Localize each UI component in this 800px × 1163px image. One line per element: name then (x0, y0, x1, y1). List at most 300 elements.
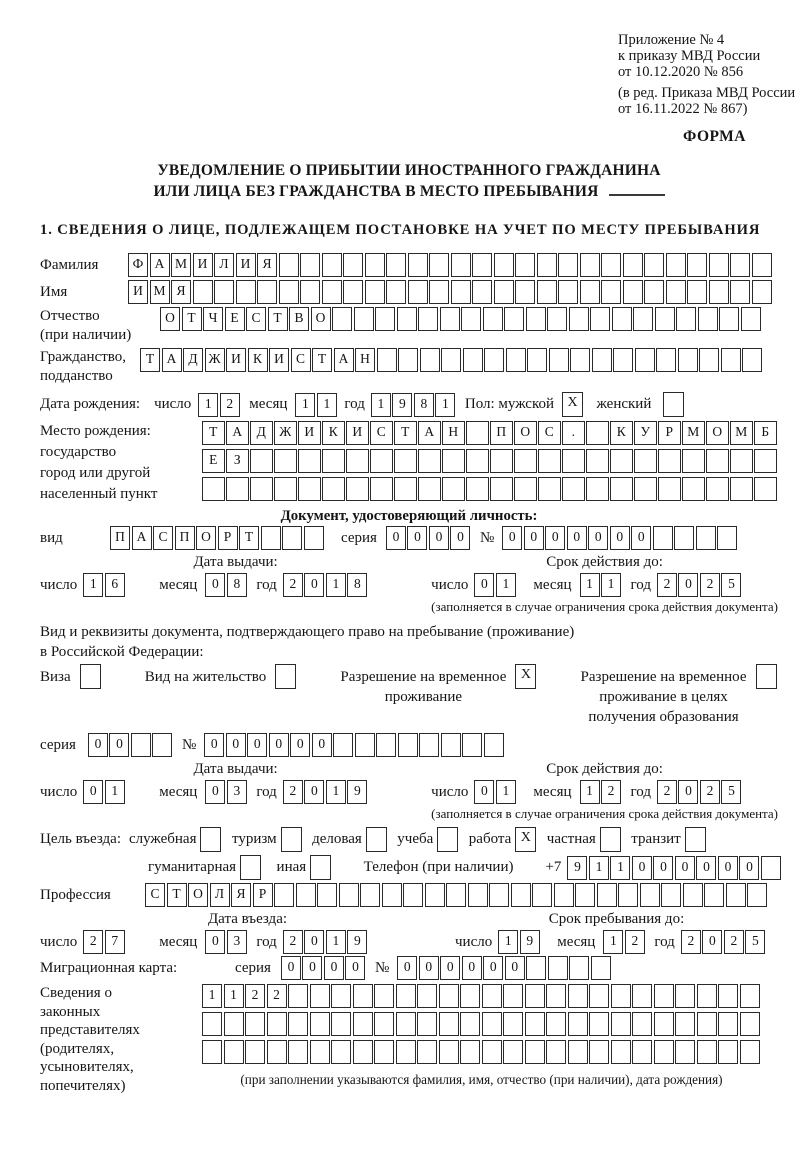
form-cell[interactable]: 2 (220, 393, 240, 417)
form-cell[interactable]: 2 (700, 573, 720, 597)
form-cell[interactable]: 1 (326, 930, 346, 954)
form-cell[interactable] (394, 477, 417, 501)
form-cell[interactable] (370, 477, 393, 501)
form-cell[interactable] (360, 883, 380, 907)
form-cell[interactable] (612, 307, 632, 331)
form-cell[interactable]: 1 (496, 780, 516, 804)
form-cell[interactable]: 0 (247, 733, 267, 757)
form-cell[interactable] (439, 984, 459, 1008)
form-cell[interactable]: 0 (304, 930, 324, 954)
form-cell[interactable] (288, 1040, 308, 1064)
form-cell[interactable] (429, 280, 449, 304)
form-cell[interactable] (644, 280, 664, 304)
form-cell[interactable] (589, 984, 609, 1008)
form-cell[interactable] (562, 477, 585, 501)
form-cell[interactable] (382, 883, 402, 907)
form-cell[interactable]: Т (394, 421, 417, 445)
form-cell[interactable] (623, 253, 643, 277)
form-cell[interactable] (236, 280, 256, 304)
form-cell[interactable]: 6 (105, 573, 125, 597)
form-cell[interactable] (525, 1040, 545, 1064)
form-cell[interactable]: 0 (474, 780, 494, 804)
form-cell[interactable]: 0 (696, 856, 716, 880)
form-cell[interactable] (484, 733, 504, 757)
form-cell[interactable] (525, 1012, 545, 1036)
form-cell[interactable] (226, 477, 249, 501)
form-cell[interactable]: О (160, 307, 180, 331)
form-cell[interactable] (687, 280, 707, 304)
form-cell[interactable]: 0 (302, 956, 322, 980)
form-cell[interactable] (214, 280, 234, 304)
form-cell[interactable] (666, 253, 686, 277)
form-cell[interactable]: Ф (128, 253, 148, 277)
form-cell[interactable]: 1 (603, 930, 623, 954)
form-cell[interactable]: С (145, 883, 165, 907)
form-cell[interactable] (80, 664, 101, 689)
form-cell[interactable] (418, 477, 441, 501)
form-cell[interactable] (355, 733, 375, 757)
form-cell[interactable]: Т (182, 307, 202, 331)
form-cell[interactable] (460, 1012, 480, 1036)
form-cell[interactable]: Т (167, 883, 187, 907)
form-cell[interactable] (721, 348, 741, 372)
form-cell[interactable] (346, 477, 369, 501)
form-cell[interactable]: . (562, 421, 585, 445)
form-cell[interactable] (463, 348, 483, 372)
form-cell[interactable]: 1 (580, 573, 600, 597)
form-cell[interactable]: П (110, 526, 130, 550)
form-cell[interactable] (656, 348, 676, 372)
form-cell[interactable]: 2 (657, 780, 677, 804)
form-cell[interactable]: 0 (675, 856, 695, 880)
form-cell[interactable] (666, 280, 686, 304)
form-cell[interactable] (317, 883, 337, 907)
form-cell[interactable] (250, 477, 273, 501)
form-cell[interactable]: 1 (589, 856, 609, 880)
form-cell[interactable]: П (175, 526, 195, 550)
form-cell[interactable] (439, 1040, 459, 1064)
form-cell[interactable] (429, 253, 449, 277)
form-cell[interactable]: 8 (414, 393, 434, 417)
form-cell[interactable] (343, 253, 363, 277)
form-cell[interactable] (706, 449, 729, 473)
form-cell[interactable] (611, 1012, 631, 1036)
form-cell[interactable] (740, 1040, 760, 1064)
form-cell[interactable] (568, 984, 588, 1008)
form-cell[interactable] (526, 956, 546, 980)
form-cell[interactable] (591, 956, 611, 980)
form-cell[interactable] (386, 280, 406, 304)
form-cell[interactable] (440, 307, 460, 331)
form-cell[interactable] (398, 348, 418, 372)
form-cell[interactable]: 1 (224, 984, 244, 1008)
form-cell[interactable] (441, 733, 461, 757)
form-cell[interactable] (193, 280, 213, 304)
form-cell[interactable] (654, 984, 674, 1008)
form-cell[interactable] (333, 733, 353, 757)
form-cell[interactable] (245, 1040, 265, 1064)
form-cell[interactable]: А (226, 421, 249, 445)
form-cell[interactable] (697, 1040, 717, 1064)
form-cell[interactable] (569, 307, 589, 331)
form-cell[interactable] (515, 253, 535, 277)
form-cell[interactable] (514, 477, 537, 501)
form-cell[interactable] (386, 253, 406, 277)
form-cell[interactable] (298, 477, 321, 501)
form-cell[interactable]: И (269, 348, 289, 372)
form-cell[interactable]: 0 (588, 526, 608, 550)
form-cell[interactable]: 1 (601, 573, 621, 597)
form-cell[interactable] (634, 477, 657, 501)
form-cell[interactable]: 0 (678, 573, 698, 597)
form-cell[interactable] (740, 984, 760, 1008)
form-cell[interactable]: 1 (435, 393, 455, 417)
form-cell[interactable] (558, 280, 578, 304)
form-cell[interactable]: 0 (502, 526, 522, 550)
form-cell[interactable] (674, 526, 694, 550)
form-cell[interactable]: А (418, 421, 441, 445)
form-cell[interactable]: 1 (498, 930, 518, 954)
form-cell[interactable] (310, 1012, 330, 1036)
form-cell[interactable] (419, 733, 439, 757)
form-cell[interactable]: М (682, 421, 705, 445)
form-cell[interactable] (663, 392, 684, 417)
form-cell[interactable] (490, 477, 513, 501)
form-cell[interactable]: 1 (326, 780, 346, 804)
form-cell[interactable] (466, 477, 489, 501)
form-cell[interactable]: 1 (295, 393, 315, 417)
form-cell[interactable]: П (490, 421, 513, 445)
form-cell[interactable]: 0 (324, 956, 344, 980)
form-cell[interactable] (558, 253, 578, 277)
form-cell[interactable] (504, 307, 524, 331)
form-cell[interactable] (601, 280, 621, 304)
form-cell[interactable] (417, 984, 437, 1008)
form-cell[interactable]: Т (202, 421, 225, 445)
form-cell[interactable] (635, 348, 655, 372)
form-cell[interactable] (685, 827, 706, 852)
form-cell[interactable]: 0 (505, 956, 525, 980)
form-cell[interactable]: 0 (312, 733, 332, 757)
form-cell[interactable] (281, 827, 302, 852)
form-cell[interactable] (741, 307, 761, 331)
form-cell[interactable]: А (162, 348, 182, 372)
form-cell[interactable] (484, 348, 504, 372)
form-cell[interactable]: О (311, 307, 331, 331)
form-cell[interactable] (425, 883, 445, 907)
form-cell[interactable] (396, 984, 416, 1008)
form-cell[interactable]: 8 (227, 573, 247, 597)
form-cell[interactable]: 0 (419, 956, 439, 980)
form-cell[interactable] (640, 883, 660, 907)
form-cell[interactable] (537, 253, 557, 277)
form-cell[interactable]: 0 (653, 856, 673, 880)
form-cell[interactable]: Р (658, 421, 681, 445)
form-cell[interactable] (339, 883, 359, 907)
form-cell[interactable] (332, 307, 352, 331)
form-cell[interactable]: 1 (496, 573, 516, 597)
form-cell[interactable] (257, 280, 277, 304)
form-cell[interactable] (245, 1012, 265, 1036)
form-cell[interactable] (482, 1012, 502, 1036)
form-cell[interactable] (527, 348, 547, 372)
form-cell[interactable]: 1 (610, 856, 630, 880)
form-cell[interactable]: В (289, 307, 309, 331)
form-cell[interactable]: И (346, 421, 369, 445)
form-cell[interactable] (503, 984, 523, 1008)
form-cell[interactable]: 0 (83, 780, 103, 804)
form-cell[interactable] (514, 449, 537, 473)
form-cell[interactable]: 0 (269, 733, 289, 757)
form-cell[interactable] (697, 984, 717, 1008)
form-cell[interactable]: У (634, 421, 657, 445)
form-cell[interactable] (697, 1012, 717, 1036)
form-cell[interactable] (489, 883, 509, 907)
form-cell[interactable]: Я (257, 253, 277, 277)
form-cell[interactable] (398, 733, 418, 757)
form-cell[interactable] (532, 883, 552, 907)
form-cell[interactable] (494, 253, 514, 277)
form-cell[interactable]: 2 (283, 573, 303, 597)
form-cell[interactable]: 0 (204, 733, 224, 757)
form-cell[interactable] (623, 280, 643, 304)
form-cell[interactable]: М (730, 421, 753, 445)
form-cell[interactable]: 0 (205, 780, 225, 804)
form-cell[interactable] (726, 883, 746, 907)
form-cell[interactable] (719, 307, 739, 331)
form-cell[interactable]: 9 (347, 930, 367, 954)
form-cell[interactable] (611, 1040, 631, 1064)
form-cell[interactable] (546, 1012, 566, 1036)
form-cell[interactable] (655, 307, 675, 331)
form-cell[interactable] (442, 477, 465, 501)
form-cell[interactable]: 0 (632, 856, 652, 880)
form-cell[interactable] (460, 984, 480, 1008)
form-cell[interactable] (586, 421, 609, 445)
form-cell[interactable] (494, 280, 514, 304)
form-cell[interactable] (658, 477, 681, 501)
form-cell[interactable] (675, 1040, 695, 1064)
form-cell[interactable]: 2 (724, 930, 744, 954)
form-cell[interactable] (661, 883, 681, 907)
form-cell[interactable] (592, 348, 612, 372)
form-cell[interactable]: Е (202, 449, 225, 473)
form-cell[interactable] (633, 307, 653, 331)
form-cell[interactable] (202, 477, 225, 501)
form-cell[interactable] (589, 1012, 609, 1036)
form-cell[interactable] (742, 348, 762, 372)
form-cell[interactable]: 9 (567, 856, 587, 880)
form-cell[interactable] (730, 253, 750, 277)
form-cell[interactable]: Т (140, 348, 160, 372)
form-cell[interactable] (346, 449, 369, 473)
form-cell[interactable]: 0 (397, 956, 417, 980)
form-cell[interactable] (418, 307, 438, 331)
form-cell[interactable] (322, 280, 342, 304)
form-cell[interactable]: 0 (524, 526, 544, 550)
form-cell[interactable] (538, 449, 561, 473)
form-cell[interactable] (754, 449, 777, 473)
form-cell[interactable]: 0 (718, 856, 738, 880)
form-cell[interactable] (202, 1040, 222, 1064)
form-cell[interactable] (375, 307, 395, 331)
form-cell[interactable] (675, 1012, 695, 1036)
form-cell[interactable] (575, 883, 595, 907)
form-cell[interactable] (466, 449, 489, 473)
form-cell[interactable]: А (334, 348, 354, 372)
form-cell[interactable] (353, 984, 373, 1008)
form-cell[interactable] (202, 1012, 222, 1036)
form-cell[interactable] (274, 883, 294, 907)
form-cell[interactable] (752, 253, 772, 277)
form-cell[interactable] (418, 449, 441, 473)
form-cell[interactable] (224, 1040, 244, 1064)
form-cell[interactable] (396, 1040, 416, 1064)
form-cell[interactable]: 8 (347, 573, 367, 597)
form-cell[interactable] (483, 307, 503, 331)
form-cell[interactable] (472, 253, 492, 277)
form-cell[interactable] (274, 477, 297, 501)
form-cell[interactable] (586, 449, 609, 473)
form-cell[interactable] (546, 984, 566, 1008)
form-cell[interactable] (417, 1040, 437, 1064)
form-cell[interactable] (365, 280, 385, 304)
form-cell[interactable] (439, 1012, 459, 1036)
form-cell[interactable] (288, 984, 308, 1008)
form-cell[interactable] (282, 526, 302, 550)
form-cell[interactable] (377, 348, 397, 372)
form-cell[interactable]: Я (231, 883, 251, 907)
form-cell[interactable] (322, 477, 345, 501)
form-cell[interactable]: 0 (631, 526, 651, 550)
form-cell[interactable] (718, 1040, 738, 1064)
form-cell[interactable]: О (514, 421, 537, 445)
form-cell[interactable]: X (562, 392, 583, 417)
form-cell[interactable] (354, 307, 374, 331)
form-cell[interactable] (279, 280, 299, 304)
form-cell[interactable] (601, 253, 621, 277)
form-cell[interactable]: Т (312, 348, 332, 372)
form-cell[interactable] (538, 477, 561, 501)
form-cell[interactable] (696, 526, 716, 550)
form-cell[interactable]: 1 (83, 573, 103, 597)
form-cell[interactable]: И (193, 253, 213, 277)
form-cell[interactable] (580, 280, 600, 304)
form-cell[interactable] (730, 449, 753, 473)
form-cell[interactable] (374, 1040, 394, 1064)
form-cell[interactable] (451, 253, 471, 277)
form-cell[interactable]: 9 (392, 393, 412, 417)
form-cell[interactable]: И (236, 253, 256, 277)
form-cell[interactable] (506, 348, 526, 372)
form-cell[interactable]: Р (218, 526, 238, 550)
form-cell[interactable] (310, 855, 331, 880)
form-cell[interactable]: 2 (657, 573, 677, 597)
form-cell[interactable]: 0 (567, 526, 587, 550)
form-cell[interactable]: 0 (440, 956, 460, 980)
form-cell[interactable] (586, 477, 609, 501)
form-cell[interactable]: 7 (105, 930, 125, 954)
form-cell[interactable] (706, 477, 729, 501)
form-cell[interactable] (353, 1012, 373, 1036)
form-cell[interactable] (461, 307, 481, 331)
form-cell[interactable] (570, 348, 590, 372)
form-cell[interactable]: 0 (304, 780, 324, 804)
form-cell[interactable] (482, 984, 502, 1008)
form-cell[interactable] (589, 1040, 609, 1064)
form-cell[interactable] (632, 1040, 652, 1064)
form-cell[interactable] (468, 883, 488, 907)
form-cell[interactable]: Д (250, 421, 273, 445)
form-cell[interactable]: 0 (429, 526, 449, 550)
form-cell[interactable] (683, 883, 703, 907)
form-cell[interactable]: Л (214, 253, 234, 277)
form-cell[interactable] (525, 984, 545, 1008)
form-cell[interactable]: Б (754, 421, 777, 445)
form-cell[interactable] (343, 280, 363, 304)
form-cell[interactable] (597, 883, 617, 907)
form-cell[interactable]: Н (442, 421, 465, 445)
form-cell[interactable] (274, 449, 297, 473)
form-cell[interactable]: Т (268, 307, 288, 331)
form-cell[interactable]: 2 (681, 930, 701, 954)
form-cell[interactable] (717, 526, 737, 550)
form-cell[interactable]: 0 (462, 956, 482, 980)
form-cell[interactable] (675, 984, 695, 1008)
form-cell[interactable]: К (610, 421, 633, 445)
form-cell[interactable] (682, 449, 705, 473)
form-cell[interactable] (240, 855, 261, 880)
form-cell[interactable]: 2 (700, 780, 720, 804)
form-cell[interactable]: 0 (88, 733, 108, 757)
form-cell[interactable]: С (370, 421, 393, 445)
form-cell[interactable]: 5 (721, 573, 741, 597)
form-cell[interactable]: Т (239, 526, 259, 550)
form-cell[interactable] (374, 984, 394, 1008)
form-cell[interactable] (397, 307, 417, 331)
form-cell[interactable]: С (246, 307, 266, 331)
form-cell[interactable]: X (515, 664, 536, 689)
form-cell[interactable] (554, 883, 574, 907)
form-cell[interactable] (613, 348, 633, 372)
form-cell[interactable] (568, 1012, 588, 1036)
form-cell[interactable]: О (188, 883, 208, 907)
form-cell[interactable] (408, 280, 428, 304)
form-cell[interactable]: 1 (326, 573, 346, 597)
form-cell[interactable]: С (538, 421, 561, 445)
form-cell[interactable] (250, 449, 273, 473)
form-cell[interactable] (394, 449, 417, 473)
form-cell[interactable] (654, 1012, 674, 1036)
form-cell[interactable] (462, 733, 482, 757)
form-cell[interactable]: О (196, 526, 216, 550)
form-cell[interactable] (548, 956, 568, 980)
form-cell[interactable] (580, 253, 600, 277)
form-cell[interactable]: 0 (474, 573, 494, 597)
form-cell[interactable] (466, 421, 489, 445)
form-cell[interactable]: 9 (520, 930, 540, 954)
form-cell[interactable] (526, 307, 546, 331)
form-cell[interactable]: X (515, 827, 536, 852)
form-cell[interactable]: 0 (290, 733, 310, 757)
form-cell[interactable] (756, 664, 777, 689)
form-cell[interactable] (569, 956, 589, 980)
form-cell[interactable]: 0 (702, 930, 722, 954)
form-cell[interactable] (131, 733, 151, 757)
form-cell[interactable] (654, 1040, 674, 1064)
form-cell[interactable] (376, 733, 396, 757)
form-cell[interactable] (658, 449, 681, 473)
